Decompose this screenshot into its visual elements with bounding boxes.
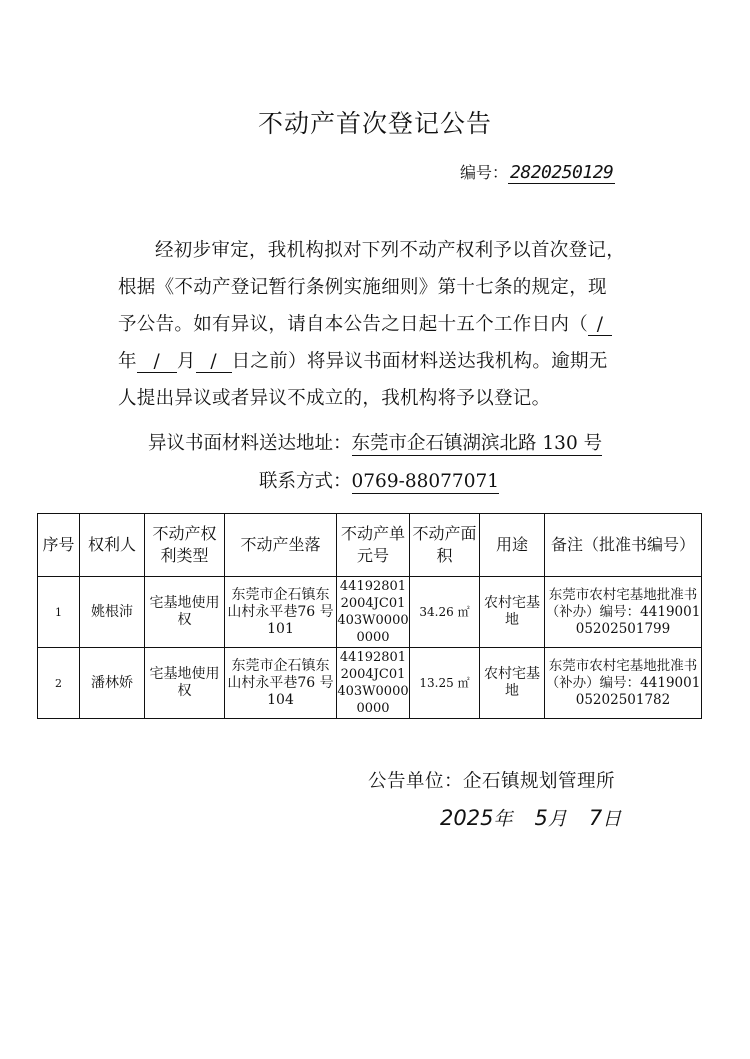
body-line-3-text: 予公告。如有异议，请自本公告之日起十五个工作日内（ xyxy=(118,314,589,335)
date-day: 7 xyxy=(588,806,603,830)
header-cell: 不动产坐落 xyxy=(225,514,337,577)
header-cell: 不动产面积 xyxy=(410,514,480,577)
property-area: 34.26 ㎡ xyxy=(410,577,480,648)
approval-note: 东莞市农村宅基地批准书（补办）编号：441900105202501799 xyxy=(545,577,702,648)
header-cell: 不动产权利类型 xyxy=(145,514,225,577)
unit-number: 441928012004JC01403W00000000 xyxy=(337,577,410,648)
day-char: 日 xyxy=(602,808,622,830)
header-cell: 用途 xyxy=(480,514,545,577)
table-row xyxy=(38,648,702,719)
header-cell: 不动产单元号 xyxy=(337,514,410,577)
blank-field: / xyxy=(137,352,177,373)
date-year: 2025 xyxy=(440,806,494,830)
header-cell: 备注（批准书编号） xyxy=(545,514,702,577)
month-char: 月 xyxy=(547,808,567,830)
address-label: 异议书面材料送达地址： xyxy=(148,433,352,454)
property-use: 农村宅基地 xyxy=(480,577,545,648)
body-line-5: 人提出异议或者异议不成立的，我机构将予以登记。 xyxy=(118,388,551,409)
address-value: 东莞市企石镇湖滨北路 130 号 xyxy=(351,433,603,454)
header-cell: 序号 xyxy=(38,514,80,577)
year-char: 年 xyxy=(493,808,513,830)
body-line-4-text: 日之前）将异议书面材料送达我机构。逾期无 xyxy=(231,351,608,372)
contact-info xyxy=(259,467,499,493)
doc-number-label: 编号： xyxy=(460,163,509,182)
page-title: 不动产首次登记公告 xyxy=(257,109,492,138)
doc-number xyxy=(460,160,615,183)
announcement-body xyxy=(118,232,638,417)
approval-note: 东莞市农村宅基地批准书（补办）编号：441900105202501782 xyxy=(545,648,702,719)
owner-name: 潘林娇 xyxy=(80,648,145,719)
table-header-row xyxy=(38,514,702,577)
property-use: 农村宅基地 xyxy=(480,648,545,719)
issuing-unit-name: 企石镇规划管理所 xyxy=(463,771,616,792)
property-area: 13.25 ㎡ xyxy=(410,648,480,719)
property-location: 东莞市企石镇东山村永平巷76 号 104 xyxy=(225,648,337,719)
right-type: 宅基地使用权 xyxy=(145,648,225,719)
property-location: 东莞市企石镇东山村永平巷76 号 101 xyxy=(225,577,337,648)
contact-phone: 0769-88077071 xyxy=(351,471,500,492)
blank-field: / xyxy=(196,352,232,373)
body-line-1: 经初步审定，我机构拟对下列不动产权利予以首次登记， xyxy=(155,240,626,261)
row-number: 1 xyxy=(38,577,80,648)
property-table xyxy=(37,513,702,719)
announcement-date xyxy=(440,804,621,831)
body-line-2: 根据《不动产登记暂行条例实施细则》第十七条的规定，现 xyxy=(118,277,607,298)
date-month: 5 xyxy=(534,806,548,830)
year-char: 年 xyxy=(118,351,137,372)
header-cell: 权利人 xyxy=(80,514,145,577)
objection-address xyxy=(148,429,602,455)
blank-field: / xyxy=(588,315,612,336)
row-number: 2 xyxy=(38,648,80,719)
doc-number-value: 2820250129 xyxy=(510,162,614,183)
body-line-3 xyxy=(118,306,638,343)
month-char: 月 xyxy=(176,351,196,372)
issuing-unit xyxy=(368,767,615,793)
owner-name: 姚根沛 xyxy=(80,577,145,648)
issuing-unit-label: 公告单位： xyxy=(368,771,464,792)
contact-label: 联系方式： xyxy=(259,471,352,492)
table-row xyxy=(38,577,702,648)
right-type: 宅基地使用权 xyxy=(145,577,225,648)
unit-number: 441928012004JC01403W00000000 xyxy=(337,648,410,719)
body-line-4 xyxy=(118,343,638,380)
